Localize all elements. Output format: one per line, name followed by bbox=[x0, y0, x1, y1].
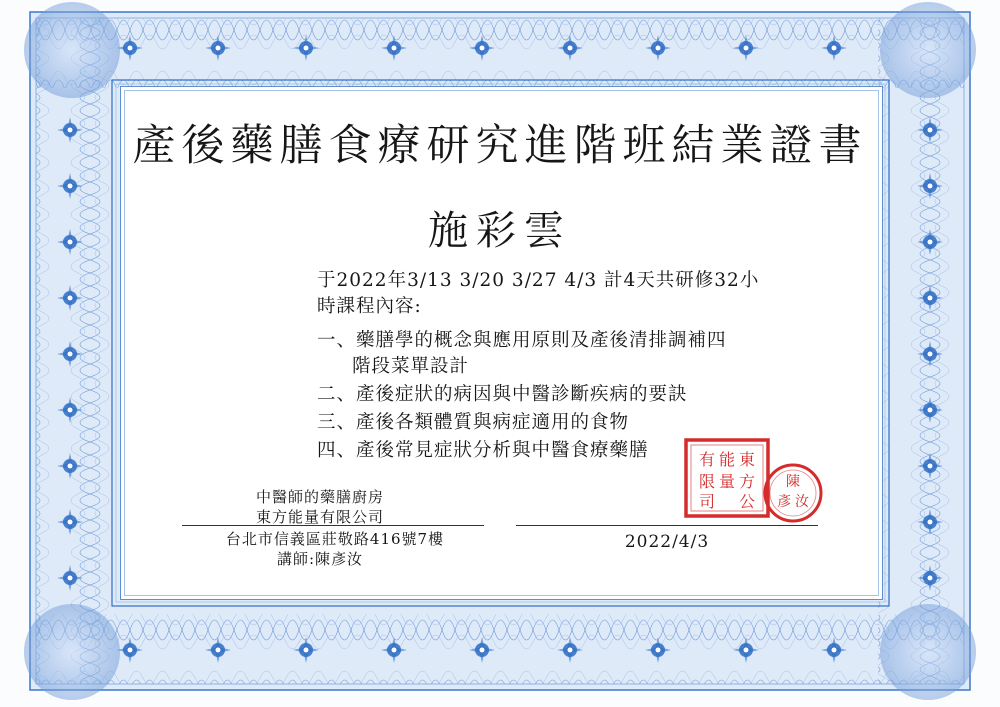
course-intro: 時課程內容: bbox=[317, 296, 422, 317]
seal-glyph: 量 bbox=[718, 472, 736, 491]
course-date-range: 于2022年3/13 3/20 3/27 4/3 計4天共研修32小 bbox=[317, 270, 760, 291]
course-item: 一、藥膳學的概念與應用原則及產後清排調補四 bbox=[317, 330, 727, 351]
issuer-brand: 中醫師的藥膳廚房 bbox=[255, 488, 384, 506]
seal-glyph: 能 bbox=[718, 450, 736, 469]
course-item: 三、產後各類體質與病症適用的食物 bbox=[317, 412, 630, 433]
signature-line-left bbox=[182, 525, 484, 526]
seal-glyph: 方 bbox=[738, 472, 756, 491]
issuer-address: 台北市信義區莊敬路416號7樓 bbox=[225, 530, 445, 548]
seal-glyph: 陳 bbox=[786, 474, 800, 490]
seal-glyph: 公 bbox=[738, 492, 756, 511]
seal-glyph: 汝 bbox=[795, 494, 809, 510]
recipient-name: 施彩雲 bbox=[428, 208, 572, 254]
issue-date: 2022/4/3 bbox=[624, 532, 710, 552]
signature-line-right bbox=[516, 525, 818, 526]
seal-glyph: 司 bbox=[698, 492, 716, 511]
lecturer-seal-stamp bbox=[762, 462, 824, 524]
certificate-title: 產後藥膳食療研究進階班結業證書 bbox=[132, 121, 868, 171]
issuer-lecturer: 講師:陳彥汝 bbox=[276, 550, 364, 568]
issuer-company: 東方能量有限公司 bbox=[255, 508, 384, 526]
seal-glyph: 限 bbox=[698, 472, 716, 491]
course-item: 四、產後常見症狀分析與中醫食療藥膳 bbox=[317, 440, 649, 461]
course-item-continuation: 階段菜單設計 bbox=[352, 356, 470, 377]
seal-glyph: 有 bbox=[698, 450, 716, 469]
company-seal-stamp bbox=[683, 437, 771, 519]
course-item: 二、產後症狀的病因與中醫診斷疾病的要訣 bbox=[317, 384, 688, 405]
seal-glyph: 彥 bbox=[777, 494, 791, 510]
seal-glyph: 東 bbox=[738, 450, 756, 469]
